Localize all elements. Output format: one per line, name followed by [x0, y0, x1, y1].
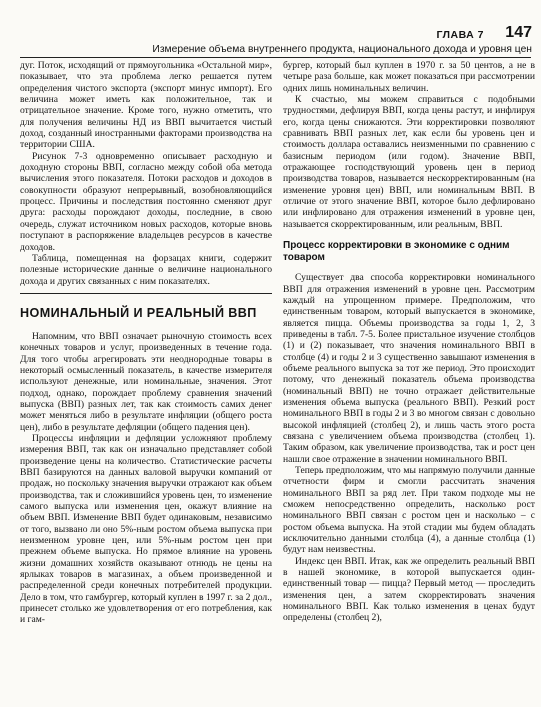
section-heading: НОМИНАЛЬНЫЙ И РЕАЛЬНЫЙ ВВП: [20, 293, 272, 331]
body-paragraph: Индекс цен ВВП. Итак, как же определить реальный ВВП в нашей экономике, в которой выпускается один-единственный товар — пицца? Первый метод — проследить изменения цен, а затем скорректировать значения номинального ВВП. Как только изменения в ценах будут определены (столбец 2),: [283, 555, 535, 624]
body-paragraph: бургер, который был куплен в 1970 г. за 50 центов, а не в четыре раза больше, как может показаться при рассмотрении одних лишь номинальных величин.: [283, 60, 535, 94]
body-paragraph: Процессы инфляции и дефляции усложняют проблему измерения ВВП, так как он изначально представляет собой произведение цены на количество. Статистические расчеты ВВП базируются на данных валовой выручки компаний от продаж, но поскольку значения выручки отражают как объем производства, так и сложившийся уровень цен, то изменение самого выпуска или изменения цен, окажут влияние на объем ВВП. Изменение ВВП будет одинаковым, независимо от того, вызвано ли оно 5%-ным ростом объема выпуска при неизменном уровне цен, или 5%-ным ростом цен при прежнем объеме выпуска. Но прямое влияние на уровень жизни домашних хозяйств оказывают отнюдь не цены на ярлыках товаров в магазинах, а объем произведенной и распределенной среди конечных потребителей продукции. Дело в том, что гамбургер, который куплен в 1997 г. за 2 дол., принесет столько же удовлетворения от его потребления, как и гам-: [20, 432, 272, 626]
left-column: [20, 60, 272, 702]
page-header: [20, 22, 532, 56]
chapter-label: ГЛАВА 7: [436, 29, 484, 41]
page-number: 147: [505, 24, 532, 41]
right-column: [283, 60, 535, 702]
body-paragraph: К счастью, мы можем справиться с подобными трудностями, дефлируя ВВП, когда цены растут, и инфлируя его, когда цены снижаются. Эти корректировки позволяют сравнивать ВВП разных лет, как если бы уровень цен и стоимость доллара оставались неизменными по сравнению с базисным периодом (или годом). Значение ВВП, отражающее господствующий уровень цен в период производства товаров, называется нескорректированным (на изменение уровня цен) ВВП, или номинальным ВВП. В отличие от этого значение ВВП, которое было дефлировано или инфлировано для отражения изменений в уровне цен, называется скорректированным, или реальным, ВВП.: [283, 94, 535, 230]
running-title: Измерение объема внутреннего продукта, национального дохода и уровня цен: [152, 44, 532, 55]
body-paragraph: Напомним, что ВВП означает рыночную стоимость всех конечных товаров и услуг, произведенных в течение года. Для того чтобы агрегировать эти неоднородные товары в некоторый осмысленный показатель, в качестве измерителя используют денежные, или номинальные, значения. Этот подход, однако, порождает проблему сравнения значений выпуска (ВВП) разных лет, так как стоимость самих денег может меняться либо в результате инфляции (общего роста цен), либо в результате дефляции (общего падения цен).: [20, 330, 272, 433]
body-paragraph: Таблица, помещенная на форзацах книги, содержит полезные исторические данные о величине национального дохода и других связанных с ним показателях.: [20, 252, 272, 287]
body-paragraph: Рисунок 7-3 одновременно описывает расходную и доходную стороны ВВП, согласно между собой оба метода вычисления этого показателя. Потоки расходов и доходов в совокупности образуют непрерывный, возобновляющийся процесс. Причины и последствия постоянно сменяют друг друга: расходы порождают доходы, последние, в свою очередь, служат источником новых расходов, которые вновь поступают в распоряжение владельцев ресурсов в качестве доходов.: [20, 150, 272, 253]
body-paragraph: дуг. Поток, исходящий от прямоугольника «Остальной мир», показывает, что эта проблема легко решается путем определения чистого экспорта (экспорт минус импорт). Его величина может иметь как положительное, так и отрицательное значение. Кроме того, нужно отметить, что для получения величины НД из ВВП вычитается чистый доход, созданный иностранными факторами производства на территории США.: [20, 60, 272, 151]
header-rule: [20, 57, 531, 58]
subsection-heading: Процесс корректировки в экономике с одним товаром: [283, 240, 510, 264]
body-paragraph: Теперь предположим, что мы напрямую получили данные отчетности фирм и смогли рассчитать значения номинального ВВП за ряд лет. При таком подходе мы не сможем непосредственно определить, насколько рост номинального ВВП связан с ростом цен и насколько – с ростом объема выпуска. На этой стадии мы будем обладать исключительно данными столбца (4), а данные столбца (1) будут нам неизвестны.: [283, 465, 535, 556]
body-paragraph: Существует два способа корректировки номинального ВВП для отражения изменений в уровне цен. Рассмотрим каждый на упрощенном примере. Предположим, что единственным товаром, который выпускается в экономике, является пицца. Объемы производства за годы 1, 2, 3 приведены в табл. 7-5. Более пристальное изучение столбцов (1) и (2) показывает, что значения номинального ВВП в столбце (4) и годы 2 и 3 существенно завышают изменения в объеме реального выпуска за тот же период. Это происходит потому, что денежный показатель объема производства (номинальный ВВП) не точно отражает действительные изменения объема выпуска (реального ВВП). Резкий рост номинального ВВП в годы 2 и 3 во многом связан с довольно высокой инфляцией (столбец 2), и лишь часть этого роста связана с увеличением объема производства (столбец 1). Таким образом, как увеличение производства, так и рост цен нашли свое отражение в значении номинального ВВП.: [283, 272, 535, 465]
